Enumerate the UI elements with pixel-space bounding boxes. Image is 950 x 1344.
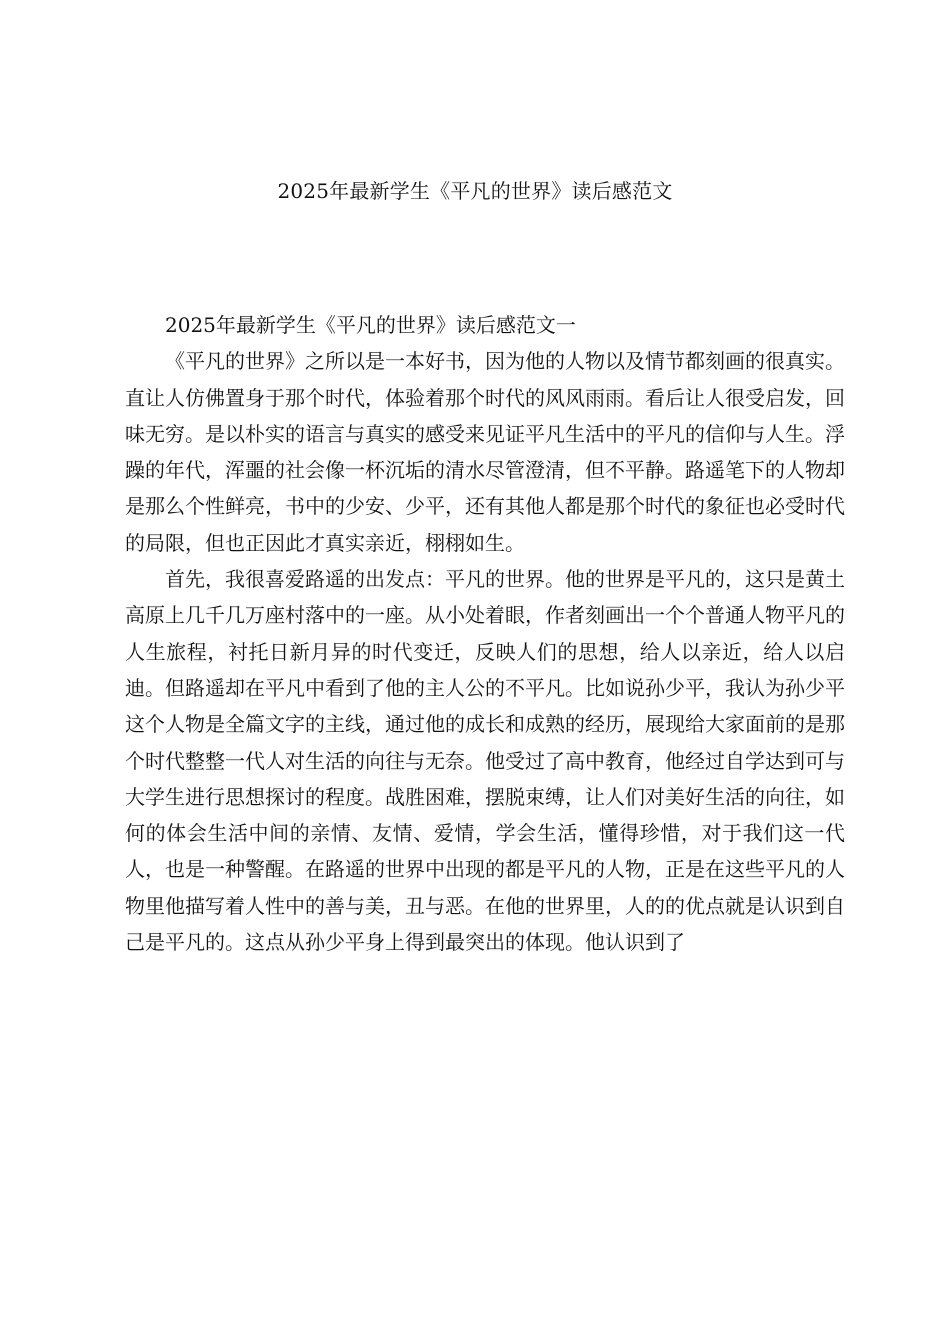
- document-body: [125, 307, 845, 960]
- paragraph-1: 《平凡的世界》之所以是一本好书，因为他的人物以及情节都刻画的很真实。直让人仿佛置身于那个时代，体验着那个时代的风风雨雨。看后让人很受启发，回味无穷。是以朴实的语言与真实的感受来见证平凡生活中的平凡的信仰与人生。浮躁的年代，浑噩的社会像一杯沉垢的清水尽管澄清，但不平静。路遥笔下的人物却是那么个性鲜亮，书中的少安、少平，还有其他人都是那个时代的象征也必受时代的局限，但也正因此才真实亲近，栩栩如生。: [125, 349, 845, 555]
- paragraph-2: 首先，我很喜爱路遥的出发点：平凡的世界。他的世界是平凡的，这只是黄土高原上几千几万座村落中的一座。从小处着眼，作者刻画出一个个普通人物平凡的人生旅程，衬托日新月异的时代变迁，反映人们的思想，给人以亲近，给人以启迪。但路遥却在平凡中看到了他的主人公的不平凡。比如说孙少平，我认为孙少平这个人物是全篇文字的主线，通过他的成长和成熟的经历，展现给大家面前的是那个时代整整一代人对生活的向往与无奈。他受过了高中教育，他经过自学达到可与大学生进行思想探讨的程度。战胜困难，摆脱束缚，让人们对美好生活的向往，如何的体会生活中间的亲情、友情、爱情，学会生活，懂得珍惜，对于我们这一代人，也是一种警醒。在路遥的世界中出现的都是平凡的人物，正是在这些平凡的人物里他描写着人性中的善与美，丑与恶。在他的世界里，人的的优点就是认识到自己是平凡的。这点从孙少平身上得到最突出的体现。他认识到了: [125, 567, 845, 955]
- document-title: 2025年最新学生《平凡的世界》读后感范文: [277, 179, 673, 203]
- section-heading: 2025年最新学生《平凡的世界》读后感范文一: [165, 313, 576, 337]
